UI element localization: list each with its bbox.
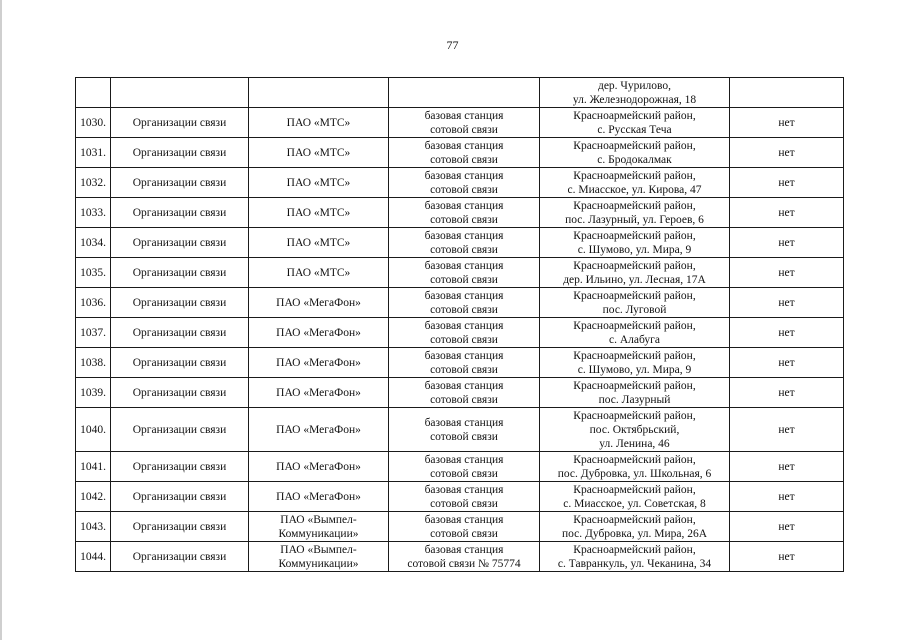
mark-value: нет [730,542,844,572]
table-row [76,512,844,542]
cell-line: ул. Железнодорожная, 18 [572,93,697,106]
company-name: ПАО «МегаФон» [249,348,389,378]
object-address [540,408,730,452]
mark-value: нет [730,408,844,452]
company-name: ПАО «МТС» [249,228,389,258]
table-row [76,258,844,288]
cell-line: ул. Ленина, 46 [599,437,670,450]
mark-value: нет [730,138,844,168]
company-name: ПАО «МТС» [249,258,389,288]
row-number: 1039. [76,378,111,408]
cell-line: пос. Дубровка, ул. Школьная, 6 [557,467,712,480]
object-description [389,318,540,348]
cell-line: базовая станция [424,169,504,182]
cell-line: базовая станция [424,229,504,242]
object-description [389,452,540,482]
company-name: ПАО «МегаФон» [249,408,389,452]
row-number: 1031. [76,138,111,168]
cell-line: базовая станция [424,483,504,496]
mark-value: нет [730,378,844,408]
company-name: ПАО «МегаФон» [249,482,389,512]
object-description [389,288,540,318]
mark-value: нет [730,452,844,482]
object-address [540,318,730,348]
organization-type: Организации связи [111,228,249,258]
object-description [389,108,540,138]
company-name: ПАО «МТС» [249,108,389,138]
object-address [540,452,730,482]
row-number: 1035. [76,258,111,288]
company-name [249,542,389,572]
object-address [540,78,730,108]
cell-line: с. Миасское, ул. Кирова, 47 [567,183,702,196]
mark-value: нет [730,288,844,318]
organization-type: Организации связи [111,348,249,378]
company-name: ПАО «МегаФон» [249,318,389,348]
organization-type: Организации связи [111,482,249,512]
cell-line: сотовой связи [430,123,498,136]
row-number: 1041. [76,452,111,482]
cell-line: с. Миасское, ул. Советская, 8 [563,497,706,510]
mark-value: нет [730,318,844,348]
company-name: ПАО «МегаФон» [249,288,389,318]
object-address [540,228,730,258]
row-number: 1032. [76,168,111,198]
table-row [76,318,844,348]
cell-line: ПАО «Вымпел- [280,513,357,526]
row-number: 1033. [76,198,111,228]
company-name: ПАО «МегаФон» [249,378,389,408]
cell-line: Красноармейский район, [573,229,696,242]
row-number: 1034. [76,228,111,258]
object-description [389,228,540,258]
organization-type: Организации связи [111,288,249,318]
cell-line: с. Алабуга [609,333,660,346]
object-description [389,138,540,168]
row-number: 1042. [76,482,111,512]
cell-line: Красноармейский район, [573,289,696,302]
cell-line: сотовой связи [430,243,498,256]
company-name: ПАО «МТС» [249,168,389,198]
cell-line: Красноармейский район, [573,199,696,212]
object-description [389,348,540,378]
cell-line: сотовой связи [430,213,498,226]
object-description [389,168,540,198]
cell-line: сотовой связи [430,527,498,540]
row-number: 1037. [76,318,111,348]
table-row [76,378,844,408]
object-address [540,482,730,512]
cell-line: дер. Ильино, ул. Лесная, 17А [563,273,706,286]
mark-value: нет [730,512,844,542]
organization-type: Организации связи [111,452,249,482]
table-row [76,198,844,228]
cell-line: базовая станция [424,513,504,526]
organization-type: Организации связи [111,408,249,452]
row-number: 1030. [76,108,111,138]
organization-type: Организации связи [111,512,249,542]
cell-line: Красноармейский район, [573,319,696,332]
row-number: 1040. [76,408,111,452]
cell-line: пос. Луговой [602,303,667,316]
cell-line: сотовой связи [430,153,498,166]
object-address [540,108,730,138]
cell-line: сотовой связи [430,393,498,406]
cell-line: пос. Октябрьский, [589,423,680,436]
object-description [389,78,540,108]
organization-type: Организации связи [111,138,249,168]
object-address [540,378,730,408]
table-row [76,288,844,318]
cell-line: с. Шумово, ул. Мира, 9 [577,243,692,256]
cell-line: с. Шумово, ул. Мира, 9 [577,363,692,376]
company-name [249,78,389,108]
cell-line: Красноармейский район, [573,109,696,122]
organization-type: Организации связи [111,318,249,348]
cell-line: базовая станция [424,416,504,429]
cell-line: базовая станция [424,199,504,212]
object-description [389,198,540,228]
object-address [540,542,730,572]
organization-type: Организации связи [111,542,249,572]
table-row [76,138,844,168]
object-address [540,258,730,288]
mark-value: нет [730,198,844,228]
cell-line: пос. Дубровка, ул. Мира, 26А [561,527,708,540]
cell-line: Красноармейский район, [573,349,696,362]
cell-line: базовая станция [424,259,504,272]
register-table-body [76,78,844,572]
register-table [75,77,844,572]
cell-line: сотовой связи [430,467,498,480]
mark-value: нет [730,228,844,258]
mark-value [730,78,844,108]
table-row [76,348,844,378]
object-description [389,542,540,572]
scan-edge [0,0,2,640]
cell-line: Красноармейский район, [573,453,696,466]
row-number: 1038. [76,348,111,378]
cell-line: Красноармейский район, [573,169,696,182]
cell-line: Красноармейский район, [573,409,696,422]
cell-line: с. Русская Теча [597,123,672,136]
row-number: 1036. [76,288,111,318]
cell-line: базовая станция [424,379,504,392]
object-address [540,512,730,542]
cell-line: с. Тавранкуль, ул. Чеканина, 34 [557,557,712,570]
table-row [76,408,844,452]
table-row [76,542,844,572]
organization-type: Организации связи [111,108,249,138]
object-address [540,168,730,198]
table-row [76,108,844,138]
cell-line: пос. Лазурный [598,393,671,406]
company-name: ПАО «МТС» [249,138,389,168]
table-row [76,482,844,512]
table-row [76,168,844,198]
cell-line: Красноармейский район, [573,483,696,496]
object-description [389,378,540,408]
table-row [76,228,844,258]
cell-line: базовая станция [424,139,504,152]
company-name [249,512,389,542]
object-description [389,512,540,542]
cell-line: Красноармейский район, [573,543,696,556]
row-number: 1043. [76,512,111,542]
cell-line: Красноармейский район, [573,259,696,272]
mark-value: нет [730,482,844,512]
organization-type: Организации связи [111,258,249,288]
organization-type: Организации связи [111,168,249,198]
cell-line: сотовой связи [430,303,498,316]
cell-line: сотовой связи [430,430,498,443]
cell-line: сотовой связи [430,183,498,196]
cell-line: с. Бродокалмак [597,153,672,166]
cell-line: сотовой связи [430,497,498,510]
object-address [540,348,730,378]
object-address [540,198,730,228]
cell-line: базовая станция [424,319,504,332]
cell-line: пос. Лазурный, ул. Героев, 6 [565,213,704,226]
object-address [540,138,730,168]
object-description [389,258,540,288]
row-number: 1044. [76,542,111,572]
cell-line: сотовой связи [430,273,498,286]
mark-value: нет [730,108,844,138]
cell-line: базовая станция [424,453,504,466]
page-number: 77 [446,38,459,52]
mark-value: нет [730,168,844,198]
cell-line: Красноармейский район, [573,513,696,526]
object-description [389,482,540,512]
object-description [389,408,540,452]
company-name: ПАО «МТС» [249,198,389,228]
object-address [540,288,730,318]
mark-value: нет [730,348,844,378]
table-row [76,452,844,482]
mark-value: нет [730,258,844,288]
cell-line: базовая станция [424,289,504,302]
organization-type: Организации связи [111,378,249,408]
organization-type: Организации связи [111,198,249,228]
company-name: ПАО «МегаФон» [249,452,389,482]
cell-line: базовая станция [424,109,504,122]
cell-line: сотовой связи № 75774 [407,557,521,570]
cell-line: Красноармейский район, [573,379,696,392]
row-number [76,78,111,108]
cell-line: ПАО «Вымпел- [280,543,357,556]
cell-line: базовая станция [424,349,504,362]
cell-line: базовая станция [424,543,504,556]
organization-type [111,78,249,108]
cell-line: дер. Чурилово, [597,79,672,92]
cell-line: Коммуникации» [278,557,359,570]
cell-line: сотовой связи [430,363,498,376]
table-row [76,78,844,108]
cell-line: Коммуникации» [278,527,359,540]
cell-line: Красноармейский район, [573,139,696,152]
cell-line: сотовой связи [430,333,498,346]
